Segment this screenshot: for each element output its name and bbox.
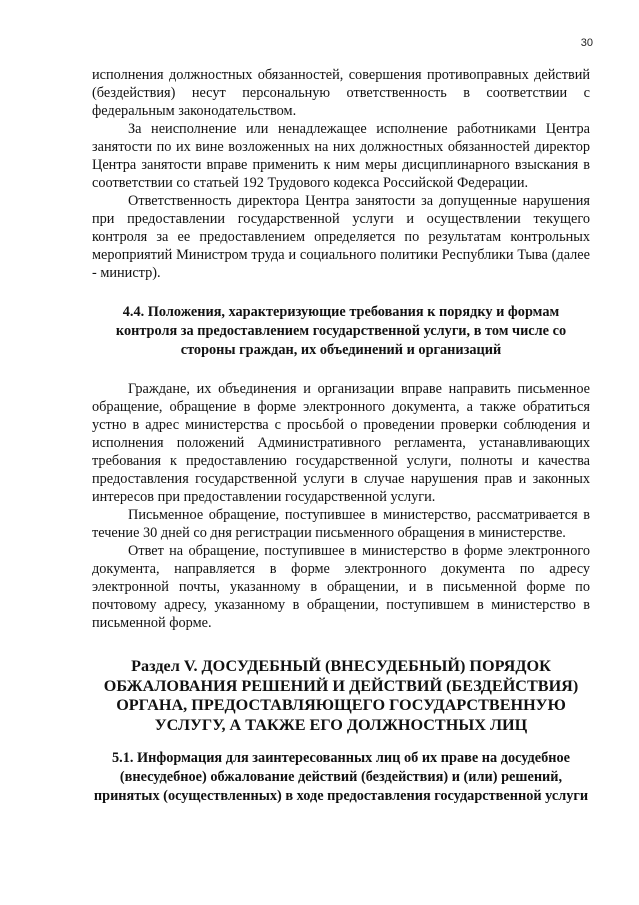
paragraph-disciplinary: За неисполнение или ненадлежащее исполнение работниками Центра занятости по их вине возложенных на них должностных обязанностей директор Центра занятости вправе применить к ним меры дисциплинарного взыскания в соответствии со статьей 192 Трудового кодекса Российской Федерации. bbox=[92, 121, 590, 191]
section-heading-4-4: 4.4. Положения, характеризующие требования к порядку и формам контроля за предоставлением государственной услуги, в том числе со стороны граждан, их объединений и организаций bbox=[115, 304, 567, 358]
paragraph-appeal-response: Ответ на обращение, поступившее в министерство в форме электронного документа, направляется в форме электронного документа по адресу электронной почты, указанному в обращении, и в письменной форме по почтовому адресу, указанному в обращении, поступившем в министерство в письменной форме. bbox=[92, 543, 590, 631]
page-content bbox=[92, 66, 590, 806]
paragraph-appeal-term: Письменное обращение, поступившее в министерство, рассматривается в течение 30 дней со дня регистрации письменного обращения в министерстве. bbox=[92, 507, 590, 541]
subsection-heading-5-1: 5.1. Информация для заинтересованных лиц об их праве на досудебное (внесудебное) обжалование действий (бездействия) и (или) решений, принятых (осуществленных) в ходе предоставления государственной услуги bbox=[93, 750, 589, 804]
paragraph-director-responsibility: Ответственность директора Центра занятости за допущенные нарушения при предоставлении государственной услуги и осуществлении текущего контроля за ее предоставлением определяется по результатам контрольных мероприятий Министром труда и социального политики Республики Тыва (далее - министр). bbox=[92, 193, 590, 281]
paragraph-citizens-appeal: Граждане, их объединения и организации вправе направить письменное обращение, обращение в форме электронного документа, а также обратиться устно в адрес министерства с просьбой о проведении проверки соблюдения и исполнения положений Административного регламента, устанавливающих требования к предоставлению государственной услуги, полноты и качества предоставления государственной услуги в случае нарушения прав и законных интересов при предоставлении государственной услуги. bbox=[92, 381, 590, 505]
paragraph-continuation: исполнения должностных обязанностей, совершения противоправных действий (бездействия) несут персональную ответственность в соответствии с федеральным законодательством. bbox=[92, 67, 590, 119]
page-number: 30 bbox=[580, 37, 593, 49]
section-v-heading: Раздел V. ДОСУДЕБНЫЙ (ВНЕСУДЕБНЫЙ) ПОРЯДОК ОБЖАЛОВАНИЯ РЕШЕНИЙ И ДЕЙСТВИЙ (БЕЗДЕЙСТВИЯ) ОРГАНА, ПРЕДОСТАВЛЯЮЩЕГО ГОСУДАРСТВЕННУЮ УСЛУГУ, А ТАКЖЕ ЕГО ДОЛЖНОСТНЫХ ЛИЦ bbox=[103, 657, 579, 734]
